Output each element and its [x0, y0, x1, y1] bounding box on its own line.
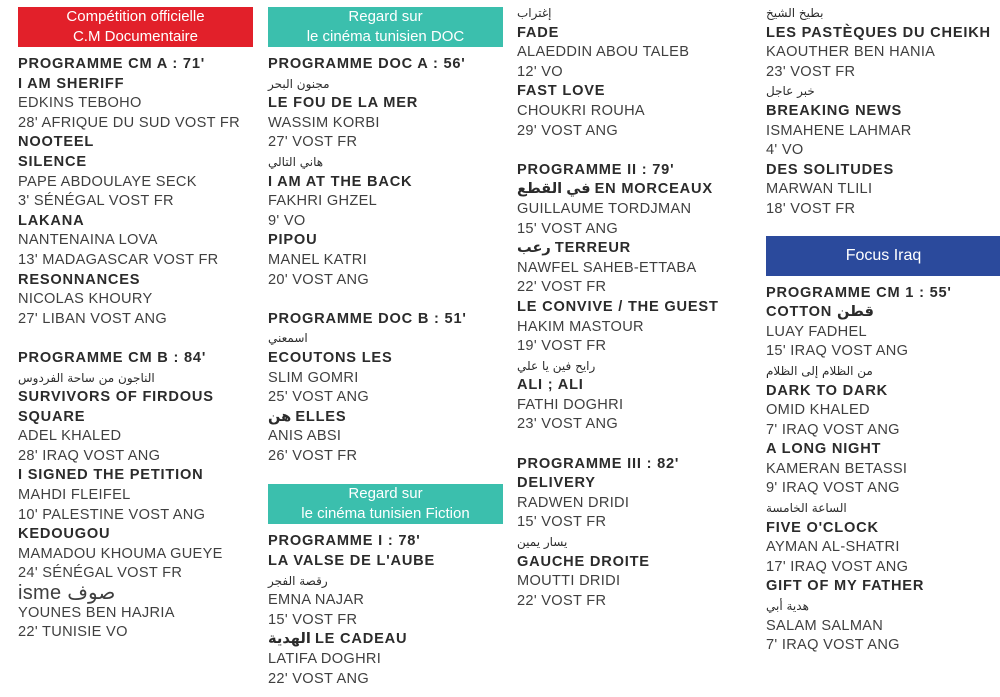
film-info: EDKINS TEBOHO	[18, 95, 142, 112]
film-info: SALAM SALMAN	[766, 617, 884, 634]
film-info: MAHDI FLEIFEL	[18, 487, 131, 504]
film-title: LE CONVIVE / THE GUEST	[517, 298, 719, 315]
film-info: SLIM GOMRI	[268, 369, 359, 386]
spacer	[766, 220, 1000, 236]
film-info: GUILLAUME TORDJMAN	[517, 200, 692, 217]
film-title: I SIGNED THE PETITION	[18, 467, 204, 484]
film-info: NICOLAS KHOURY	[18, 291, 153, 308]
banner-line: Compétition officielle	[66, 8, 205, 25]
film-info: 12' VO	[517, 63, 563, 80]
film-info: 22' VOST ANG	[268, 670, 370, 687]
film-title: PROGRAMME DOC A : 56'	[268, 56, 466, 72]
arabic-title: رقصة الفجر	[268, 573, 328, 588]
film-title: LAKANA	[18, 212, 85, 229]
film-info: 15' VOST FR	[517, 514, 607, 531]
film-title: GAUCHE DROITE	[517, 553, 650, 570]
film-info: NAWFEL SAHEB-ETTABA	[517, 259, 697, 276]
film-title: PIPOU	[268, 232, 318, 249]
film-title: LES PASTÈQUES DU CHEIKH	[766, 24, 991, 41]
film-info: 19' VOST FR	[517, 338, 607, 355]
film-title: COTTON قطن	[766, 304, 874, 321]
film-title: هن ELLES	[268, 408, 347, 425]
film-info: 15' VOST ANG	[517, 220, 619, 237]
film-info: ISMAHENE LAHMAR	[766, 122, 912, 139]
film-title: FIVE O'CLOCK	[766, 519, 879, 536]
film-info: OMID KHALED	[766, 402, 870, 419]
film-info: CHOUKRI ROUHA	[517, 102, 645, 119]
film-info: 4' VO	[766, 142, 804, 159]
film-info: KAMERAN BETASSI	[766, 460, 908, 477]
film-info: 27' LIBAN VOST ANG	[18, 310, 168, 327]
banner-line: C.M Documentaire	[72, 28, 199, 45]
film-info: LUAY FADHEL	[766, 323, 867, 340]
film-title: PROGRAMME CM A : 71'	[18, 56, 206, 72]
film-info: ANIS ABSI	[268, 428, 342, 445]
column-tunisian-cinema	[268, 7, 503, 689]
arabic-title: الساعة الخامسة	[766, 501, 847, 516]
arabic-title: يسار يمين	[517, 535, 568, 550]
film-info: FATHI DOGHRI	[517, 396, 624, 413]
arabic-title: رايح فين يا علي	[517, 358, 596, 373]
film-info: 23' VOST FR	[766, 63, 856, 80]
film-title: isme صوف	[18, 582, 116, 605]
film-title: I AM SHERIFF	[18, 75, 125, 92]
column-competition	[18, 7, 253, 643]
arabic-title: اسمعني	[268, 331, 308, 346]
arabic-title: هدية أبي	[766, 599, 809, 614]
banner-line: le cinéma tunisien Fiction	[301, 505, 470, 523]
film-info: 15' IRAQ VOST ANG	[766, 343, 909, 360]
film-title: DELIVERY	[517, 475, 596, 492]
film-title: GIFT OF MY FATHER	[766, 578, 925, 595]
film-title: PROGRAMME CM 1 : 55'	[766, 284, 952, 301]
film-title: SILENCE	[18, 153, 87, 170]
film-info: 28' AFRIQUE DU SUD VOST FR	[18, 114, 240, 131]
film-title: LA VALSE DE L'AUBE	[268, 553, 436, 570]
film-title: الهدية LE CADEAU	[268, 631, 408, 648]
film-info: 17' IRAQ VOST ANG	[766, 558, 909, 575]
film-info: ADEL KHALED	[18, 428, 122, 445]
film-title: رعب TERREUR	[517, 240, 632, 257]
film-title: I AM AT THE BACK	[268, 173, 413, 190]
film-info: 22' TUNISIE VO	[18, 624, 128, 641]
film-info: 22' VOST FR	[517, 592, 607, 609]
film-info: 27' VOST FR	[268, 134, 358, 151]
spacer	[268, 466, 503, 484]
film-title: A LONG NIGHT	[766, 441, 882, 458]
film-info: PAPE ABDOULAYE SECK	[18, 173, 197, 190]
film-info: 7' IRAQ VOST ANG	[766, 421, 900, 438]
film-title: PROGRAMME CM B : 84'	[18, 349, 207, 366]
spacer	[268, 290, 503, 310]
arabic-title: إغتراب	[517, 6, 552, 20]
spacer	[517, 141, 752, 161]
film-title: SQUARE	[18, 408, 86, 425]
spacer	[18, 329, 253, 349]
banner-line: Focus Iraq	[845, 246, 922, 264]
film-title: KEDOUGOU	[18, 526, 111, 543]
column-programmes	[517, 4, 752, 611]
column-focus	[766, 4, 1000, 656]
arabic-title: مجنون البحر	[268, 76, 330, 91]
film-info: 13' MADAGASCAR VOST FR	[18, 251, 219, 268]
film-info: 9' IRAQ VOST ANG	[766, 480, 900, 497]
film-title: ALI ; ALI	[517, 377, 584, 394]
film-info: ALAEDDIN ABOU TALEB	[517, 44, 690, 61]
film-title: LE FOU DE LA MER	[268, 95, 419, 112]
film-info: 23' VOST ANG	[517, 416, 619, 433]
film-info: 15' VOST FR	[268, 611, 358, 628]
film-title: FAST LOVE	[517, 83, 606, 100]
film-info: MAMADOU KHOUMA GUEYE	[18, 545, 223, 562]
film-info: 7' IRAQ VOST ANG	[766, 637, 900, 654]
film-title: SURVIVORS OF FIRDOUS	[18, 389, 214, 406]
film-info: RADWEN DRIDI	[517, 494, 630, 511]
film-title: ECOUTONS LES	[268, 349, 393, 366]
spacer	[517, 435, 752, 455]
film-title: FADE	[517, 24, 560, 41]
banner-line: Regard sur	[348, 485, 423, 503]
film-info: 18' VOST FR	[766, 200, 856, 217]
film-info: MARWAN TLILI	[766, 181, 873, 198]
film-info: 24' SÉNÉGAL VOST FR	[18, 565, 183, 582]
film-info: KAOUTHER BEN HANIA	[766, 44, 936, 61]
film-info: 28' IRAQ VOST ANG	[18, 447, 161, 464]
film-title: PROGRAMME I : 78'	[268, 533, 421, 550]
film-info: NANTENAINA LOVA	[18, 232, 158, 249]
arabic-title: من الظلام إلى الظلام	[766, 363, 873, 378]
film-info: 25' VOST ANG	[268, 389, 370, 406]
film-info: EMNA NAJAR	[268, 592, 365, 609]
arabic-title: خبر عاجل	[766, 84, 815, 99]
section-banner	[268, 484, 503, 524]
film-info: MANEL KATRI	[268, 251, 367, 268]
film-info: 9' VO	[268, 212, 306, 229]
film-title: في القطع EN MORCEAUX	[517, 181, 713, 198]
film-info: 22' VOST FR	[517, 279, 607, 296]
film-info: 3' SÉNÉGAL VOST FR	[18, 193, 174, 210]
film-title: PROGRAMME II : 79'	[517, 161, 675, 178]
banner-line: le cinéma tunisien DOC	[306, 28, 465, 45]
section-banner	[268, 7, 503, 47]
film-title: PROGRAMME DOC B : 51'	[268, 310, 467, 327]
arabic-title: هاني التالي	[268, 154, 324, 169]
film-info: 29' VOST ANG	[517, 122, 619, 139]
film-title: RESONNANCES	[18, 271, 141, 288]
arabic-title: بطيخ الشيخ	[766, 6, 824, 20]
film-info: AYMAN AL-SHATRI	[766, 539, 900, 556]
section-banner	[766, 236, 1000, 276]
film-title: PROGRAMME III : 82'	[517, 455, 680, 472]
film-info: MOUTTI DRIDI	[517, 573, 621, 590]
banner-line: Regard sur	[348, 8, 423, 25]
section-banner	[18, 7, 253, 47]
film-info: 10' PALESTINE VOST ANG	[18, 506, 206, 523]
film-info: YOUNES BEN HAJRIA	[18, 604, 175, 621]
film-info: HAKIM MASTOUR	[517, 318, 644, 335]
film-info: 20' VOST ANG	[268, 271, 370, 288]
film-title: DARK TO DARK	[766, 382, 889, 399]
film-title: NOOTEEL	[18, 134, 95, 151]
arabic-title: الناجون من ساحة الفردوس	[18, 370, 155, 385]
film-title: BREAKING NEWS	[766, 102, 903, 119]
film-info: WASSIM KORBI	[268, 114, 380, 131]
film-info: FAKHRI GHZEL	[268, 193, 378, 210]
film-info: LATIFA DOGHRI	[268, 651, 382, 668]
film-title: DES SOLITUDES	[766, 161, 894, 178]
film-info: 26' VOST FR	[268, 447, 358, 464]
